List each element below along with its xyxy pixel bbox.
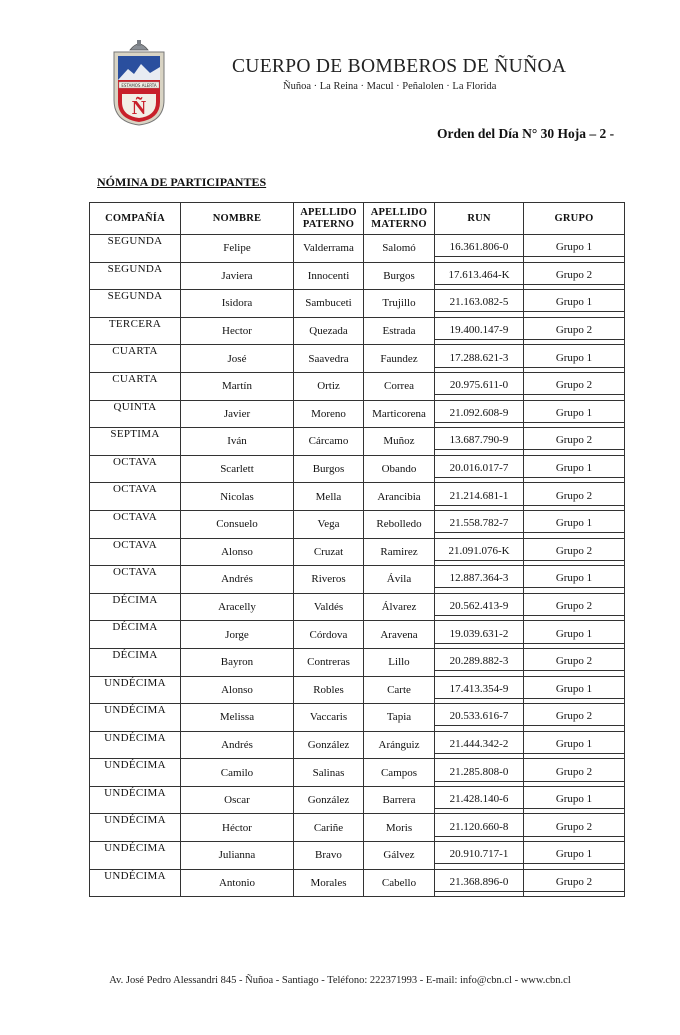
cell-run xyxy=(435,455,524,483)
cell-apellido-paterno: Vaccaris xyxy=(294,704,364,732)
cell-nombre: Scarlett xyxy=(181,455,294,483)
cell-run xyxy=(435,290,524,318)
cell-grupo xyxy=(524,510,625,538)
cell-compania: CUARTA xyxy=(90,372,181,400)
table-row xyxy=(90,759,625,787)
cell-run xyxy=(435,317,524,345)
cell-nombre: Andrés xyxy=(181,566,294,594)
cell-apellido-materno: Carte xyxy=(364,676,435,704)
cell-apellido-materno: Tapia xyxy=(364,704,435,732)
header-apellido-paterno-line2: PATERNO xyxy=(302,218,355,230)
cell-run-value: 21.214.681-1 xyxy=(435,488,523,506)
cell-apellido-paterno: Robles xyxy=(294,676,364,704)
cell-grupo-value: Grupo 1 xyxy=(524,460,624,478)
cell-apellido-materno: Marticorena xyxy=(364,400,435,428)
cell-run xyxy=(435,235,524,263)
cell-nombre: Nicolas xyxy=(181,483,294,511)
cell-apellido-paterno: Valdés xyxy=(294,593,364,621)
cell-grupo-value: Grupo 2 xyxy=(524,432,624,450)
cell-nombre: Consuelo xyxy=(181,510,294,538)
cell-apellido-materno: Barrera xyxy=(364,786,435,814)
cell-run-value: 19.400.147-9 xyxy=(435,322,523,340)
cell-grupo-value: Grupo 2 xyxy=(524,267,624,285)
cell-nombre: Hector xyxy=(181,317,294,345)
cell-compania: SEPTIMA xyxy=(90,428,181,456)
cell-nombre: Iván xyxy=(181,428,294,456)
header-nombre: NOMBRE xyxy=(181,203,294,235)
cell-compania: DÉCIMA xyxy=(90,593,181,621)
cell-apellido-paterno: Cárcamo xyxy=(294,428,364,456)
cell-run xyxy=(435,428,524,456)
cell-nombre: Javiera xyxy=(181,262,294,290)
cell-apellido-materno: Trujillo xyxy=(364,290,435,318)
cell-run-value: 21.163.082-5 xyxy=(435,294,523,312)
fire-department-logo xyxy=(108,36,170,126)
section-title: NÓMINA DE PARTICIPANTES xyxy=(97,175,267,189)
cell-run xyxy=(435,869,524,897)
cell-apellido-materno: Obando xyxy=(364,455,435,483)
table-row xyxy=(90,621,625,649)
organization-communes: Ñuñoa · La Reina · Macul · Peñalolen · La Florida xyxy=(283,81,497,92)
cell-grupo-value: Grupo 2 xyxy=(524,874,624,892)
cell-nombre: Javier xyxy=(181,400,294,428)
cell-run-value: 21.558.782-7 xyxy=(435,515,523,533)
logo-motto: ESTAMOS ALERTA xyxy=(121,82,157,88)
cell-run-value: 13.687.790-9 xyxy=(435,432,523,450)
cell-apellido-materno: Aránguiz xyxy=(364,731,435,759)
cell-grupo xyxy=(524,235,625,263)
table-row xyxy=(90,814,625,842)
cell-apellido-paterno: Cruzat xyxy=(294,538,364,566)
cell-run xyxy=(435,538,524,566)
cell-run-value: 20.975.611-0 xyxy=(435,377,523,395)
cell-apellido-paterno: Morales xyxy=(294,869,364,897)
cell-grupo-value: Grupo 1 xyxy=(524,570,624,588)
cell-run-value: 21.368.896-0 xyxy=(435,874,523,892)
cell-grupo-value: Grupo 1 xyxy=(524,350,624,368)
cell-nombre: Jorge xyxy=(181,621,294,649)
cell-grupo-value: Grupo 1 xyxy=(524,681,624,699)
cell-grupo xyxy=(524,317,625,345)
cell-apellido-paterno: Córdova xyxy=(294,621,364,649)
cell-grupo-value: Grupo 1 xyxy=(524,736,624,754)
table-row xyxy=(90,400,625,428)
cell-grupo-value: Grupo 2 xyxy=(524,764,624,782)
cell-grupo-value: Grupo 2 xyxy=(524,598,624,616)
cell-apellido-paterno: Ortiz xyxy=(294,372,364,400)
cell-apellido-paterno: Bravo xyxy=(294,842,364,870)
cell-apellido-materno: Ramirez xyxy=(364,538,435,566)
cell-grupo-value: Grupo 1 xyxy=(524,239,624,257)
cell-apellido-materno: Salomó xyxy=(364,235,435,263)
cell-run-value: 21.091.076-K xyxy=(435,543,523,561)
cell-apellido-materno: Ávila xyxy=(364,566,435,594)
cell-nombre: Andrés xyxy=(181,731,294,759)
table-row xyxy=(90,704,625,732)
cell-grupo xyxy=(524,731,625,759)
table-row xyxy=(90,345,625,373)
table-row xyxy=(90,786,625,814)
cell-run-value: 17.288.621-3 xyxy=(435,350,523,368)
cell-compania: UNDÉCIMA xyxy=(90,842,181,870)
cell-grupo xyxy=(524,262,625,290)
cell-grupo xyxy=(524,400,625,428)
cell-run-value: 19.039.631-2 xyxy=(435,626,523,644)
cell-grupo xyxy=(524,759,625,787)
cell-run xyxy=(435,621,524,649)
cell-compania: CUARTA xyxy=(90,345,181,373)
cell-nombre: José xyxy=(181,345,294,373)
cell-compania: SEGUNDA xyxy=(90,235,181,263)
cell-run-value: 20.289.882-3 xyxy=(435,653,523,671)
participants-table xyxy=(89,202,625,897)
cell-grupo-value: Grupo 1 xyxy=(524,405,624,423)
table-row xyxy=(90,648,625,676)
cell-grupo-value: Grupo 1 xyxy=(524,791,624,809)
cell-compania: SEGUNDA xyxy=(90,262,181,290)
cell-apellido-materno: Estrada xyxy=(364,317,435,345)
table-row xyxy=(90,842,625,870)
cell-nombre: Antonio xyxy=(181,869,294,897)
header-run: RUN xyxy=(435,203,524,235)
cell-nombre: Julianna xyxy=(181,842,294,870)
cell-apellido-paterno: Sambuceti xyxy=(294,290,364,318)
cell-compania: TERCERA xyxy=(90,317,181,345)
table-row xyxy=(90,593,625,621)
cell-apellido-paterno: Innocenti xyxy=(294,262,364,290)
cell-apellido-materno: Aravena xyxy=(364,621,435,649)
cell-run xyxy=(435,510,524,538)
table-row xyxy=(90,566,625,594)
cell-apellido-materno: Faundez xyxy=(364,345,435,373)
cell-apellido-materno: Burgos xyxy=(364,262,435,290)
cell-run-value: 21.285.808-0 xyxy=(435,764,523,782)
cell-run-value: 17.413.354-9 xyxy=(435,681,523,699)
cell-run xyxy=(435,814,524,842)
cell-apellido-materno: Correa xyxy=(364,372,435,400)
header-apellido-paterno xyxy=(294,203,364,235)
cell-run xyxy=(435,731,524,759)
table-row xyxy=(90,510,625,538)
header-apellido-materno-line2: MATERNO xyxy=(371,218,427,230)
cell-grupo-value: Grupo 2 xyxy=(524,377,624,395)
cell-run-value: 21.428.140-6 xyxy=(435,791,523,809)
cell-apellido-paterno: Salinas xyxy=(294,759,364,787)
cell-apellido-materno: Campos xyxy=(364,759,435,787)
cell-run xyxy=(435,676,524,704)
cell-grupo xyxy=(524,372,625,400)
cell-run-value: 20.016.017-7 xyxy=(435,460,523,478)
header-apellido-materno xyxy=(364,203,435,235)
table-row xyxy=(90,262,625,290)
order-of-day-label: Orden del Día N° 30 Hoja – 2 - xyxy=(437,126,615,141)
cell-run-value: 20.533.616-7 xyxy=(435,708,523,726)
cell-grupo-value: Grupo 1 xyxy=(524,846,624,864)
cell-apellido-materno: Rebolledo xyxy=(364,510,435,538)
cell-compania: UNDÉCIMA xyxy=(90,704,181,732)
table-row xyxy=(90,483,625,511)
cell-compania: OCTAVA xyxy=(90,455,181,483)
table-row xyxy=(90,455,625,483)
cell-grupo-value: Grupo 2 xyxy=(524,322,624,340)
cell-apellido-paterno: Burgos xyxy=(294,455,364,483)
cell-grupo xyxy=(524,648,625,676)
cell-apellido-materno: Muñoz xyxy=(364,428,435,456)
table-row xyxy=(90,235,625,263)
cell-compania: SEGUNDA xyxy=(90,290,181,318)
cell-grupo xyxy=(524,566,625,594)
cell-compania: DÉCIMA xyxy=(90,621,181,649)
cell-grupo-value: Grupo 1 xyxy=(524,294,624,312)
cell-nombre: Alonso xyxy=(181,676,294,704)
cell-run xyxy=(435,372,524,400)
cell-apellido-materno: Gálvez xyxy=(364,842,435,870)
cell-run xyxy=(435,648,524,676)
cell-compania: QUINTA xyxy=(90,400,181,428)
cell-grupo xyxy=(524,593,625,621)
logo-letter: Ñ xyxy=(131,97,147,119)
cell-nombre: Melissa xyxy=(181,704,294,732)
cell-run xyxy=(435,842,524,870)
cell-nombre: Bayron xyxy=(181,648,294,676)
cell-nombre: Alonso xyxy=(181,538,294,566)
cell-apellido-paterno: Quezada xyxy=(294,317,364,345)
header-grupo: GRUPO xyxy=(524,203,625,235)
cell-run-value: 20.910.717-1 xyxy=(435,846,523,864)
table-header-row xyxy=(90,203,625,235)
cell-compania: OCTAVA xyxy=(90,538,181,566)
header-apellido-paterno-line1: APELLIDO xyxy=(300,206,357,218)
cell-apellido-materno: Álvarez xyxy=(364,593,435,621)
cell-nombre: Héctor xyxy=(181,814,294,842)
cell-compania: UNDÉCIMA xyxy=(90,814,181,842)
cell-run xyxy=(435,786,524,814)
table-row xyxy=(90,317,625,345)
cell-grupo-value: Grupo 1 xyxy=(524,626,624,644)
cell-run-value: 21.120.660-8 xyxy=(435,819,523,837)
cell-apellido-materno: Lillo xyxy=(364,648,435,676)
cell-nombre: Aracelly xyxy=(181,593,294,621)
cell-grupo-value: Grupo 2 xyxy=(524,488,624,506)
cell-grupo xyxy=(524,455,625,483)
cell-run xyxy=(435,593,524,621)
cell-run xyxy=(435,262,524,290)
cell-nombre: Camilo xyxy=(181,759,294,787)
cell-compania: OCTAVA xyxy=(90,566,181,594)
cell-grupo-value: Grupo 2 xyxy=(524,708,624,726)
cell-grupo-value: Grupo 2 xyxy=(524,819,624,837)
cell-compania: UNDÉCIMA xyxy=(90,676,181,704)
cell-apellido-materno: Moris xyxy=(364,814,435,842)
cell-run-value: 12.887.364-3 xyxy=(435,570,523,588)
cell-compania: UNDÉCIMA xyxy=(90,759,181,787)
cell-run xyxy=(435,759,524,787)
cell-run-value: 16.361.806-0 xyxy=(435,239,523,257)
table-row xyxy=(90,372,625,400)
cell-run xyxy=(435,483,524,511)
table-row xyxy=(90,869,625,897)
cell-apellido-materno: Arancibia xyxy=(364,483,435,511)
cell-grupo-value: Grupo 2 xyxy=(524,653,624,671)
cell-run xyxy=(435,704,524,732)
cell-compania: UNDÉCIMA xyxy=(90,869,181,897)
cell-compania: DÉCIMA xyxy=(90,648,181,676)
cell-run-value: 21.444.342-2 xyxy=(435,736,523,754)
cell-apellido-paterno: Contreras xyxy=(294,648,364,676)
organization-name: CUERPO DE BOMBEROS DE ÑUÑOA xyxy=(232,56,567,77)
cell-run xyxy=(435,566,524,594)
table-row xyxy=(90,676,625,704)
cell-run-value: 17.613.464-K xyxy=(435,267,523,285)
cell-nombre: Oscar xyxy=(181,786,294,814)
table-row xyxy=(90,731,625,759)
cell-compania: UNDÉCIMA xyxy=(90,786,181,814)
cell-grupo xyxy=(524,676,625,704)
cell-grupo xyxy=(524,538,625,566)
cell-grupo-value: Grupo 2 xyxy=(524,543,624,561)
cell-compania: OCTAVA xyxy=(90,483,181,511)
shield-emblem-icon xyxy=(108,36,170,126)
cell-grupo-value: Grupo 1 xyxy=(524,515,624,533)
cell-grupo xyxy=(524,786,625,814)
cell-run xyxy=(435,400,524,428)
cell-nombre: Martín xyxy=(181,372,294,400)
table-row xyxy=(90,428,625,456)
cell-grupo xyxy=(524,483,625,511)
cell-run-value: 20.562.413-9 xyxy=(435,598,523,616)
cell-apellido-paterno: Cariñe xyxy=(294,814,364,842)
cell-apellido-paterno: Riveros xyxy=(294,566,364,594)
cell-nombre: Felipe xyxy=(181,235,294,263)
cell-grupo xyxy=(524,345,625,373)
cell-apellido-paterno: Valderrama xyxy=(294,235,364,263)
table-row xyxy=(90,538,625,566)
cell-apellido-paterno: González xyxy=(294,786,364,814)
cell-grupo xyxy=(524,704,625,732)
cell-compania: OCTAVA xyxy=(90,510,181,538)
cell-apellido-materno: Cabello xyxy=(364,869,435,897)
cell-apellido-paterno: Moreno xyxy=(294,400,364,428)
table-body xyxy=(90,235,625,897)
cell-grupo xyxy=(524,621,625,649)
header-apellido-materno-line1: APELLIDO xyxy=(370,206,428,218)
table-row xyxy=(90,290,625,318)
cell-nombre: Isidora xyxy=(181,290,294,318)
cell-apellido-paterno: Mella xyxy=(294,483,364,511)
footer-contact: Av. José Pedro Alessandri 845 - Ñuñoa - Santiago - Teléfono: 222371993 - E-mail: info@cbn.cl - www.cbn.cl xyxy=(109,975,571,986)
cell-grupo xyxy=(524,290,625,318)
header-compania: COMPAÑÍA xyxy=(90,203,181,235)
cell-grupo xyxy=(524,869,625,897)
cell-compania: UNDÉCIMA xyxy=(90,731,181,759)
cell-apellido-paterno: Saavedra xyxy=(294,345,364,373)
cell-apellido-paterno: Vega xyxy=(294,510,364,538)
cell-run xyxy=(435,345,524,373)
cell-run-value: 21.092.608-9 xyxy=(435,405,523,423)
cell-grupo xyxy=(524,428,625,456)
cell-grupo xyxy=(524,814,625,842)
cell-grupo xyxy=(524,842,625,870)
cell-apellido-paterno: González xyxy=(294,731,364,759)
